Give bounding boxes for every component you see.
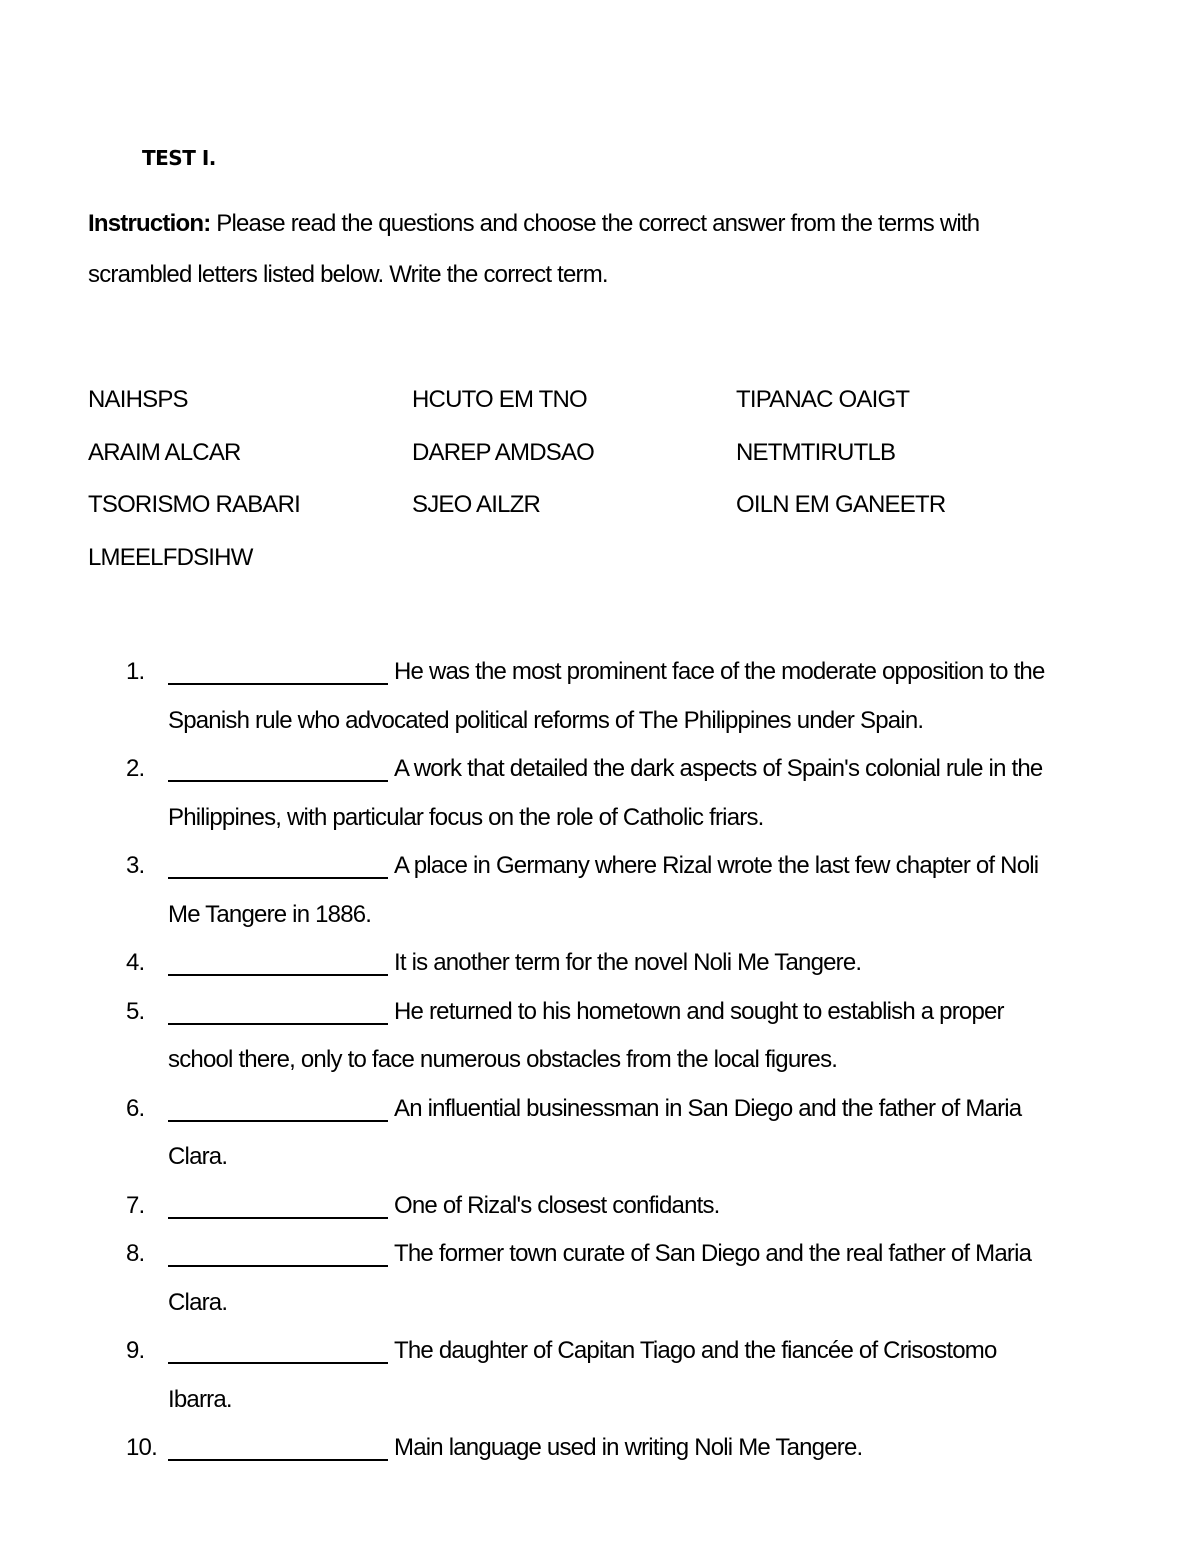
scrambled-term: NETMTIRUTLB xyxy=(736,439,896,466)
question-item xyxy=(126,988,1046,1085)
question-number: 1. xyxy=(126,658,145,685)
instruction-paragraph xyxy=(88,198,1008,300)
question-item xyxy=(126,1182,1046,1231)
question-item xyxy=(126,1424,1046,1473)
scrambled-term: DAREP AMDSAO xyxy=(412,439,595,466)
question-item xyxy=(126,1230,1046,1327)
answer-blank[interactable] xyxy=(168,1090,388,1122)
question-item xyxy=(126,1327,1046,1424)
answer-blank[interactable] xyxy=(168,1429,388,1461)
scrambled-term: LMEELFDSIHW xyxy=(88,544,253,571)
answer-blank[interactable] xyxy=(168,653,388,685)
question-text: He returned to his hometown and sought to establish a proper school there, only to face numerous obstacles from the local figures. xyxy=(168,997,1004,1073)
answer-blank[interactable] xyxy=(168,1332,388,1364)
question-item xyxy=(126,939,1046,988)
answer-blank[interactable] xyxy=(168,750,388,782)
question-text: The former town curate of San Diego and the real father of Maria Clara. xyxy=(168,1240,1032,1316)
question-number: 8. xyxy=(126,1240,145,1267)
question-number: 4. xyxy=(126,949,145,976)
question-number: 2. xyxy=(126,755,145,782)
question-item xyxy=(126,842,1046,939)
question-text: It is another term for the novel Noli Me Tangere. xyxy=(394,949,862,976)
answer-blank[interactable] xyxy=(168,1187,388,1219)
scrambled-term: TSORISMO RABARI xyxy=(88,491,301,518)
question-item xyxy=(126,745,1046,842)
answer-blank[interactable] xyxy=(168,1235,388,1267)
question-item xyxy=(126,648,1046,745)
scrambled-term: NAIHSPS xyxy=(88,386,188,413)
question-list xyxy=(126,648,1046,1473)
question-text: The daughter of Capitan Tiago and the fiancée of Crisostomo Ibarra. xyxy=(168,1337,997,1413)
instruction-label: Instruction: xyxy=(88,210,211,237)
question-number: 10. xyxy=(126,1434,157,1461)
question-number: 6. xyxy=(126,1094,145,1122)
question-text: One of Rizal's closest confidants. xyxy=(394,1191,720,1219)
question-text: He was the most prominent face of the moderate opposition to the Spanish rule who advocated political reforms of The Philippines under Spain. xyxy=(168,658,1045,734)
instruction-text: Please read the questions and choose the correct answer from the terms with scrambled letters listed below. Write the correct term. xyxy=(88,210,980,288)
scrambled-term: OILN EM GANEETR xyxy=(736,491,946,518)
answer-blank[interactable] xyxy=(168,944,388,976)
question-number: 5. xyxy=(126,997,145,1025)
scrambled-term: ARAIM ALCAR xyxy=(88,439,241,466)
answer-blank[interactable] xyxy=(168,993,388,1025)
answer-blank[interactable] xyxy=(168,847,388,879)
question-number: 7. xyxy=(126,1191,145,1219)
question-item xyxy=(126,1085,1046,1182)
question-text: A work that detailed the dark aspects of Spain's colonial rule in the Philippines, with particular focus on the role of Catholic friars. xyxy=(168,755,1043,831)
scrambled-term: SJEO AILZR xyxy=(412,491,541,518)
question-text: Main language used in writing Noli Me Tangere. xyxy=(394,1434,863,1461)
test-title: TEST I. xyxy=(142,146,216,170)
question-text: A place in Germany where Rizal wrote the last few chapter of Noli Me Tangere in 1886. xyxy=(168,852,1039,928)
scrambled-term: TIPANAC OAIGT xyxy=(736,386,910,413)
question-number: 9. xyxy=(126,1337,145,1364)
scrambled-term: HCUTO EM TNO xyxy=(412,386,587,413)
question-number: 3. xyxy=(126,852,145,879)
question-text: An influential businessman in San Diego and the father of Maria Clara. xyxy=(168,1094,1022,1170)
